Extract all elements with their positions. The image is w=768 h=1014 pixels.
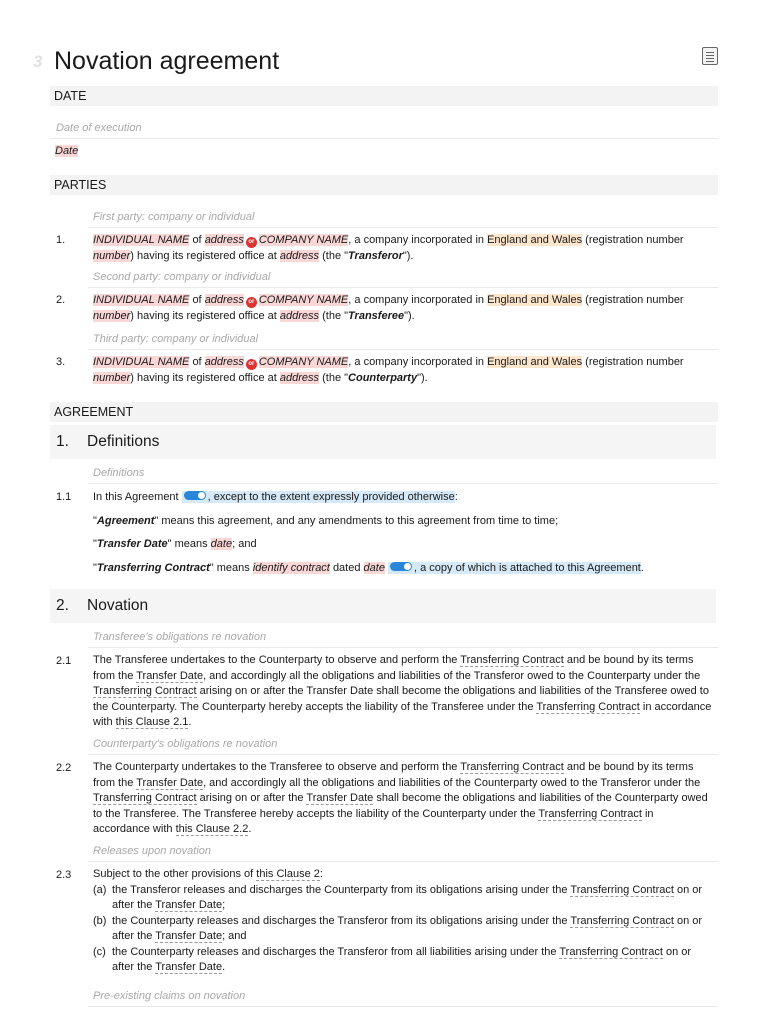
individual-name-field[interactable]: INDIVIDUAL NAME xyxy=(93,294,190,306)
clause-text: The Counterparty undertakes to the Transferee to observe and perform the xyxy=(93,761,458,773)
clause-text: the Counterparty releases and discharges the Transferor from its obligations arising under the xyxy=(112,914,568,927)
company-name-field[interactable]: COMPANY NAME xyxy=(258,356,349,368)
document-outline-icon[interactable] xyxy=(702,47,718,65)
subsection-second-party xyxy=(88,266,718,288)
list-item xyxy=(93,914,713,945)
text-of: of xyxy=(192,294,202,306)
date-field[interactable]: Date xyxy=(55,145,79,157)
list-letter: (c) xyxy=(93,945,106,958)
subsection-first-party xyxy=(88,206,718,228)
registration-number-field[interactable]: number xyxy=(93,249,131,262)
clause-text: dated xyxy=(332,561,361,574)
text-the: (the " xyxy=(322,309,349,322)
text-the: (the " xyxy=(322,371,349,384)
clause-text: and be bound by its terms from the xyxy=(93,654,694,682)
text-the: (the " xyxy=(322,249,349,262)
defined-term: Agreement xyxy=(96,514,155,527)
clause-2-2 xyxy=(93,760,713,838)
section-band-parties xyxy=(50,175,718,195)
registration-number-field[interactable]: number xyxy=(93,309,131,322)
date-field[interactable]: date xyxy=(210,538,233,550)
clause-text: " means xyxy=(209,561,250,574)
text-number: number xyxy=(646,234,684,246)
list-letter: (a) xyxy=(93,883,107,896)
clause-text: In this Agreement xyxy=(93,491,179,503)
text-office: ) having its registered office at xyxy=(130,371,277,384)
clause-1-1 xyxy=(93,490,713,584)
text-office: ) having its registered office at xyxy=(130,309,277,322)
clause-title: Novation xyxy=(87,597,149,614)
clause-text: on or after the xyxy=(112,883,703,911)
list-item xyxy=(93,945,713,976)
clause-reference-link[interactable]: this Clause 2.1 xyxy=(115,716,189,728)
text-of: of xyxy=(192,356,202,368)
defined-term-link[interactable]: Transferring Contract xyxy=(93,685,197,697)
contract-field[interactable]: identify contract xyxy=(252,561,330,574)
registration-number-field[interactable]: number xyxy=(93,371,131,384)
clause-text: ; xyxy=(222,899,226,911)
defined-term: Counterparty xyxy=(348,371,418,384)
defined-term-link[interactable]: Transferring Contract xyxy=(538,807,642,820)
defined-term-link[interactable]: Transfer Date xyxy=(136,669,204,682)
section-heading-agreement: AGREEMENT xyxy=(54,405,134,419)
clause-heading-definitions xyxy=(50,425,716,459)
clause-text: . xyxy=(188,716,192,728)
party-number: 1. xyxy=(56,234,66,246)
subsection-label: Transferee's obligations re novation xyxy=(93,631,267,643)
clause-text: , and accordingly all the obligations and liabilities of the Transferor owed to the Counterparty under the xyxy=(203,669,701,682)
defined-term-link[interactable]: Transferring Contract xyxy=(559,945,663,958)
clause-text: ; and xyxy=(232,538,257,550)
or-badge-icon[interactable]: or xyxy=(246,359,257,370)
address-field[interactable]: address xyxy=(204,234,244,246)
optional-text-block[interactable] xyxy=(182,491,455,503)
jurisdiction-field[interactable]: England and Wales xyxy=(487,294,583,306)
clause-text: Subject to the other provisions of xyxy=(93,868,254,880)
defined-term: Transfer Date xyxy=(96,538,168,550)
toggle-switch-icon[interactable] xyxy=(184,491,206,500)
clause-text: . xyxy=(222,961,226,973)
clause-reference-link[interactable]: this Clause 2 xyxy=(256,868,320,880)
text-incorporated: , a company incorporated in xyxy=(348,294,485,306)
clause-text: on or after the xyxy=(112,914,703,942)
clause-text: " means this agreement, and any amendments to this agreement from time to time; xyxy=(154,514,559,527)
jurisdiction-field[interactable]: England and Wales xyxy=(487,356,583,368)
clause-2-1 xyxy=(93,653,713,731)
clause-text: the Transferor releases and discharges the Counterparty from its obligations arising under the xyxy=(112,883,568,896)
clause-text: the Counterparty releases and discharges the Transferor from all liabilities arising under the xyxy=(112,945,557,958)
subsection-label: Pre-existing claims on novation xyxy=(93,990,246,1002)
party-paragraph-1 xyxy=(93,233,713,264)
defined-term-link[interactable]: Transfer Date xyxy=(155,930,223,942)
defined-term-link[interactable]: Transfer Date xyxy=(136,776,204,789)
clause-text: " xyxy=(93,561,97,574)
section-heading-parties: PARTIES xyxy=(54,178,107,192)
individual-name-field[interactable]: INDIVIDUAL NAME xyxy=(93,234,190,246)
optional-text: , a copy of which is attached to this Agreement xyxy=(414,561,641,574)
clause-text: " means xyxy=(167,538,208,550)
party-number: 2. xyxy=(56,294,66,306)
clause-text: " xyxy=(93,538,97,550)
subsection-transferee-obligations xyxy=(88,626,718,648)
list-letter: (b) xyxy=(93,914,107,927)
defined-term-link[interactable]: Transferring Contract xyxy=(93,792,197,804)
clause-heading-novation xyxy=(50,589,716,623)
section-heading-date: DATE xyxy=(54,89,87,103)
subsection-label: Date of execution xyxy=(56,122,142,134)
clause-text: in accordance with xyxy=(93,807,654,835)
clause-text: The Transferee undertakes to the Counterparty to observe and perform the xyxy=(93,654,458,666)
subsection-counterparty-obligations xyxy=(88,733,718,755)
subsection-third-party xyxy=(88,328,718,350)
or-badge-icon[interactable]: or xyxy=(246,237,257,248)
clause-number: 1. xyxy=(56,433,69,450)
text-number: number xyxy=(646,356,684,368)
address-field[interactable]: address xyxy=(204,356,244,368)
clause-text: in accordance with xyxy=(93,700,712,728)
defined-term: Transferring Contract xyxy=(96,561,210,574)
page-number: 3 xyxy=(33,52,43,71)
defined-term-link[interactable]: Transfer Date xyxy=(155,899,223,911)
subsection-label: Definitions xyxy=(93,467,145,479)
clause-title: Definitions xyxy=(87,433,160,450)
document-title: Novation agreement xyxy=(54,47,280,75)
subsection-date-of-execution xyxy=(50,117,718,139)
text-registration: (registration xyxy=(585,356,644,368)
text-incorporated: , a company incorporated in xyxy=(348,356,485,368)
clause-number: 2.2 xyxy=(56,762,72,774)
clause-text: on or after the xyxy=(112,945,692,973)
party-paragraph-3 xyxy=(93,355,713,386)
subsection-label: Third party: company or individual xyxy=(93,333,259,345)
section-band-date xyxy=(50,86,718,106)
defined-term-link[interactable]: Transfer Date xyxy=(306,792,374,804)
text-of: of xyxy=(192,234,202,246)
clause-text: , and accordingly all the obligations and liabilities of the Counterparty owed to the Transferor under the xyxy=(203,776,701,789)
defined-term: Transferee xyxy=(348,309,405,322)
clause-number: 1.1 xyxy=(56,491,72,503)
defined-term: Transferor xyxy=(348,249,403,262)
defined-term-link[interactable]: Transferring Contract xyxy=(570,883,674,896)
clause-2-3 xyxy=(93,867,713,976)
party-number: 3. xyxy=(56,356,66,368)
text-close: "). xyxy=(402,249,414,262)
clause-text: . xyxy=(640,561,644,574)
clause-text: : xyxy=(454,491,458,503)
clause-number: 2.3 xyxy=(56,869,72,881)
office-address-field[interactable]: address xyxy=(279,371,320,384)
date-paragraph xyxy=(55,144,675,160)
text-registration: (registration xyxy=(585,294,644,306)
party-paragraph-2 xyxy=(93,293,713,324)
text-office: ) having its registered office at xyxy=(130,249,277,262)
clause-text: ; and xyxy=(222,930,247,942)
defined-term-link[interactable]: Transferring Contract xyxy=(536,700,640,713)
text-number: number xyxy=(646,294,684,306)
office-address-field[interactable]: address xyxy=(279,249,320,262)
subsection-label: Counterparty's obligations re novation xyxy=(93,738,278,750)
toggle-switch-icon[interactable] xyxy=(390,562,412,571)
subsection-pre-existing-claims xyxy=(88,985,718,1007)
defined-term-link[interactable]: Transferring Contract xyxy=(460,761,564,773)
company-name-field[interactable]: COMPANY NAME xyxy=(258,234,349,246)
release-list xyxy=(93,883,713,976)
text-close: "). xyxy=(417,371,428,384)
clause-number: 2.1 xyxy=(56,655,72,667)
clause-text: . xyxy=(248,823,252,835)
section-band-agreement xyxy=(50,402,718,422)
individual-name-field[interactable]: INDIVIDUAL NAME xyxy=(93,356,190,368)
clause-text: : xyxy=(319,868,323,880)
optional-text: , except to the extent expressly provided otherwise xyxy=(207,491,455,503)
subsection-label: Releases upon novation xyxy=(93,845,212,857)
subsection-releases xyxy=(88,840,718,862)
clause-text: and be bound by its terms from the xyxy=(93,761,694,789)
company-name-field[interactable]: COMPANY NAME xyxy=(258,294,349,306)
subsection-label: First party: company or individual xyxy=(93,211,255,223)
defined-term-link[interactable]: Transferring Contract xyxy=(570,914,674,927)
date-field[interactable]: date xyxy=(363,561,385,574)
clause-text: " xyxy=(93,514,97,527)
subsection-label: Second party: company or individual xyxy=(93,271,271,283)
defined-term-link[interactable]: Transferring Contract xyxy=(460,654,564,666)
office-address-field[interactable]: address xyxy=(279,309,320,322)
clause-text: arising on or after the Transfer Date shall become the obligations and liabilities of the Transferee owed to the Counterparty. The Counterparty hereby accepts the liability of the Transferee under the xyxy=(93,685,709,713)
subsection-definitions xyxy=(88,462,718,484)
address-field[interactable]: address xyxy=(204,294,244,306)
list-item xyxy=(93,883,713,914)
text-registration: (registration xyxy=(585,234,644,246)
jurisdiction-field[interactable]: England and Wales xyxy=(487,234,583,246)
clause-text: shall become the obligations and liabilities of the Counterparty owed to the Transferee. The Transferee hereby accepts the liability of the Counterparty under the xyxy=(93,792,708,820)
clause-number: 2. xyxy=(56,597,69,614)
defined-term-link[interactable]: Transfer Date xyxy=(155,961,223,973)
optional-text-block[interactable] xyxy=(388,562,641,574)
text-close: "). xyxy=(404,309,415,322)
or-badge-icon[interactable]: or xyxy=(246,297,257,308)
text-incorporated: , a company incorporated in xyxy=(348,234,485,246)
clause-text: arising on or after the xyxy=(199,792,304,804)
clause-reference-link[interactable]: this Clause 2.2 xyxy=(175,823,249,835)
